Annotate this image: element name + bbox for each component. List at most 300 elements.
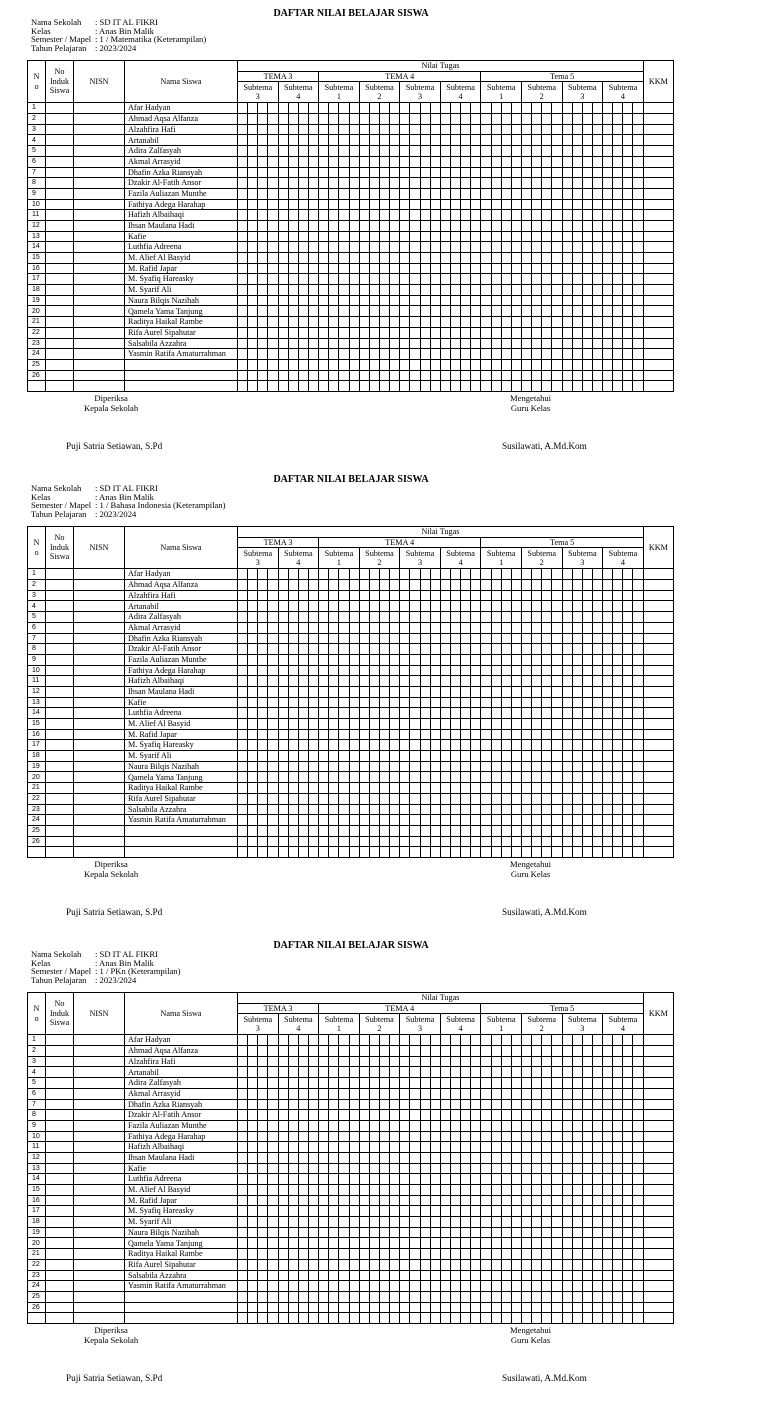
grade-cell[interactable] bbox=[268, 178, 278, 189]
grade-cell[interactable] bbox=[420, 274, 430, 285]
grade-cell[interactable] bbox=[592, 836, 602, 847]
grade-cell[interactable] bbox=[491, 1259, 501, 1270]
grade-cell[interactable] bbox=[369, 1046, 379, 1057]
grade-cell[interactable] bbox=[288, 242, 298, 253]
grade-cell[interactable] bbox=[501, 167, 511, 178]
grade-cell[interactable] bbox=[471, 686, 481, 697]
kkm-cell[interactable] bbox=[643, 188, 673, 199]
grade-cell[interactable] bbox=[521, 146, 531, 157]
grade-cell[interactable] bbox=[278, 263, 288, 274]
grade-cell[interactable] bbox=[613, 580, 623, 591]
grade-cell[interactable] bbox=[298, 359, 308, 370]
grade-cell[interactable] bbox=[349, 622, 359, 633]
grade-cell[interactable] bbox=[298, 644, 308, 655]
grade-cell[interactable] bbox=[440, 612, 450, 623]
grade-cell[interactable] bbox=[511, 1227, 521, 1238]
grade-cell[interactable] bbox=[461, 1046, 471, 1057]
nisn-cell[interactable] bbox=[74, 836, 125, 847]
grade-cell[interactable] bbox=[623, 349, 633, 360]
grade-cell[interactable] bbox=[440, 1131, 450, 1142]
grade-cell[interactable] bbox=[481, 114, 491, 125]
grade-cell[interactable] bbox=[542, 1227, 552, 1238]
grade-cell[interactable] bbox=[319, 370, 329, 381]
grade-cell[interactable] bbox=[582, 815, 592, 826]
grade-cell[interactable] bbox=[552, 590, 562, 601]
grade-cell[interactable] bbox=[542, 1174, 552, 1185]
grade-cell[interactable] bbox=[258, 274, 268, 285]
grade-cell[interactable] bbox=[572, 601, 582, 612]
grade-cell[interactable] bbox=[481, 825, 491, 836]
grade-cell[interactable] bbox=[613, 231, 623, 242]
grade-cell[interactable] bbox=[542, 1078, 552, 1089]
grade-cell[interactable] bbox=[501, 220, 511, 231]
grade-cell[interactable] bbox=[410, 1088, 420, 1099]
grade-cell[interactable] bbox=[501, 231, 511, 242]
grade-cell[interactable] bbox=[349, 1270, 359, 1281]
grade-cell[interactable] bbox=[349, 1206, 359, 1217]
grade-cell[interactable] bbox=[562, 1270, 572, 1281]
grade-cell[interactable] bbox=[298, 1302, 308, 1313]
grade-cell[interactable] bbox=[410, 1078, 420, 1089]
grade-cell[interactable] bbox=[521, 199, 531, 210]
grade-cell[interactable] bbox=[603, 793, 613, 804]
grade-cell[interactable] bbox=[349, 1227, 359, 1238]
grade-cell[interactable] bbox=[592, 644, 602, 655]
grade-cell[interactable] bbox=[511, 263, 521, 274]
grade-cell[interactable] bbox=[420, 1259, 430, 1270]
nisn-cell[interactable] bbox=[74, 772, 125, 783]
grade-cell[interactable] bbox=[572, 1270, 582, 1281]
grade-cell[interactable] bbox=[542, 1259, 552, 1270]
grade-cell[interactable] bbox=[430, 719, 440, 730]
grade-cell[interactable] bbox=[339, 836, 349, 847]
nisn-cell[interactable] bbox=[74, 1206, 125, 1217]
nisn-cell[interactable] bbox=[74, 1302, 125, 1313]
grade-cell[interactable] bbox=[339, 1110, 349, 1121]
grade-cell[interactable] bbox=[572, 1174, 582, 1185]
grade-cell[interactable] bbox=[582, 676, 592, 687]
grade-cell[interactable] bbox=[603, 1152, 613, 1163]
grade-cell[interactable] bbox=[450, 188, 460, 199]
no-induk-cell[interactable] bbox=[46, 580, 74, 591]
grade-cell[interactable] bbox=[481, 167, 491, 178]
grade-cell[interactable] bbox=[390, 295, 400, 306]
grade-cell[interactable] bbox=[633, 740, 643, 751]
grade-cell[interactable] bbox=[379, 317, 389, 328]
grade-cell[interactable] bbox=[349, 135, 359, 146]
grade-cell[interactable] bbox=[420, 124, 430, 135]
nisn-cell[interactable] bbox=[74, 1227, 125, 1238]
grade-cell[interactable] bbox=[603, 135, 613, 146]
grade-cell[interactable] bbox=[471, 1291, 481, 1302]
kkm-cell[interactable] bbox=[643, 761, 673, 772]
nisn-cell[interactable] bbox=[74, 199, 125, 210]
grade-cell[interactable] bbox=[369, 1185, 379, 1196]
grade-cell[interactable] bbox=[420, 199, 430, 210]
grade-cell[interactable] bbox=[319, 1238, 329, 1249]
grade-cell[interactable] bbox=[410, 622, 420, 633]
grade-cell[interactable] bbox=[623, 1152, 633, 1163]
grade-cell[interactable] bbox=[582, 135, 592, 146]
grade-cell[interactable] bbox=[613, 349, 623, 360]
grade-cell[interactable] bbox=[238, 274, 248, 285]
grade-cell[interactable] bbox=[481, 740, 491, 751]
grade-cell[interactable] bbox=[349, 1163, 359, 1174]
grade-cell[interactable] bbox=[298, 178, 308, 189]
grade-cell[interactable] bbox=[491, 146, 501, 157]
grade-cell[interactable] bbox=[532, 1238, 542, 1249]
grade-cell[interactable] bbox=[461, 569, 471, 580]
kkm-cell[interactable] bbox=[643, 654, 673, 665]
grade-cell[interactable] bbox=[308, 622, 318, 633]
grade-cell[interactable] bbox=[613, 210, 623, 221]
grade-cell[interactable] bbox=[552, 1227, 562, 1238]
grade-cell[interactable] bbox=[603, 338, 613, 349]
grade-cell[interactable] bbox=[329, 622, 339, 633]
nisn-cell[interactable] bbox=[74, 242, 125, 253]
grade-cell[interactable] bbox=[329, 633, 339, 644]
no-induk-cell[interactable] bbox=[46, 654, 74, 665]
grade-cell[interactable] bbox=[319, 569, 329, 580]
grade-cell[interactable] bbox=[400, 274, 410, 285]
grade-cell[interactable] bbox=[410, 676, 420, 687]
grade-cell[interactable] bbox=[450, 1259, 460, 1270]
grade-cell[interactable] bbox=[339, 370, 349, 381]
grade-cell[interactable] bbox=[288, 1249, 298, 1260]
grade-cell[interactable] bbox=[258, 654, 268, 665]
grade-cell[interactable] bbox=[329, 327, 339, 338]
grade-cell[interactable] bbox=[238, 783, 248, 794]
no-induk-cell[interactable] bbox=[46, 1067, 74, 1078]
grade-cell[interactable] bbox=[471, 349, 481, 360]
grade-cell[interactable] bbox=[379, 1185, 389, 1196]
grade-cell[interactable] bbox=[369, 761, 379, 772]
no-induk-cell[interactable] bbox=[46, 708, 74, 719]
grade-cell[interactable] bbox=[562, 199, 572, 210]
grade-cell[interactable] bbox=[339, 772, 349, 783]
grade-cell[interactable] bbox=[379, 124, 389, 135]
grade-cell[interactable] bbox=[420, 772, 430, 783]
grade-cell[interactable] bbox=[603, 654, 613, 665]
grade-cell[interactable] bbox=[582, 156, 592, 167]
grade-cell[interactable] bbox=[238, 654, 248, 665]
nisn-cell[interactable] bbox=[74, 676, 125, 687]
grade-cell[interactable] bbox=[603, 1035, 613, 1046]
grade-cell[interactable] bbox=[278, 295, 288, 306]
grade-cell[interactable] bbox=[532, 114, 542, 125]
grade-cell[interactable] bbox=[359, 740, 369, 751]
grade-cell[interactable] bbox=[349, 1046, 359, 1057]
grade-cell[interactable] bbox=[369, 1227, 379, 1238]
grade-cell[interactable] bbox=[511, 1099, 521, 1110]
grade-cell[interactable] bbox=[248, 306, 258, 317]
grade-cell[interactable] bbox=[400, 1110, 410, 1121]
grade-cell[interactable] bbox=[481, 295, 491, 306]
grade-cell[interactable] bbox=[258, 135, 268, 146]
no-induk-cell[interactable] bbox=[46, 124, 74, 135]
grade-cell[interactable] bbox=[379, 601, 389, 612]
grade-cell[interactable] bbox=[491, 370, 501, 381]
grade-cell[interactable] bbox=[430, 370, 440, 381]
grade-cell[interactable] bbox=[603, 1067, 613, 1078]
grade-cell[interactable] bbox=[248, 1078, 258, 1089]
grade-cell[interactable] bbox=[603, 1238, 613, 1249]
grade-cell[interactable] bbox=[410, 370, 420, 381]
grade-cell[interactable] bbox=[268, 135, 278, 146]
grade-cell[interactable] bbox=[440, 1035, 450, 1046]
grade-cell[interactable] bbox=[481, 156, 491, 167]
grade-cell[interactable] bbox=[410, 761, 420, 772]
grade-cell[interactable] bbox=[278, 569, 288, 580]
grade-cell[interactable] bbox=[369, 1142, 379, 1153]
grade-cell[interactable] bbox=[471, 1056, 481, 1067]
grade-cell[interactable] bbox=[623, 804, 633, 815]
grade-cell[interactable] bbox=[623, 815, 633, 826]
grade-cell[interactable] bbox=[420, 761, 430, 772]
grade-cell[interactable] bbox=[461, 719, 471, 730]
grade-cell[interactable] bbox=[298, 1195, 308, 1206]
grade-cell[interactable] bbox=[430, 1259, 440, 1270]
grade-cell[interactable] bbox=[329, 199, 339, 210]
grade-cell[interactable] bbox=[329, 242, 339, 253]
grade-cell[interactable] bbox=[613, 654, 623, 665]
grade-cell[interactable] bbox=[471, 569, 481, 580]
grade-cell[interactable] bbox=[532, 135, 542, 146]
grade-cell[interactable] bbox=[329, 188, 339, 199]
grade-cell[interactable] bbox=[572, 612, 582, 623]
grade-cell[interactable] bbox=[369, 231, 379, 242]
grade-cell[interactable] bbox=[319, 815, 329, 826]
grade-cell[interactable] bbox=[542, 188, 552, 199]
grade-cell[interactable] bbox=[420, 1056, 430, 1067]
grade-cell[interactable] bbox=[542, 114, 552, 125]
grade-cell[interactable] bbox=[511, 783, 521, 794]
grade-cell[interactable] bbox=[623, 612, 633, 623]
grade-cell[interactable] bbox=[430, 761, 440, 772]
grade-cell[interactable] bbox=[248, 285, 258, 296]
grade-cell[interactable] bbox=[248, 1099, 258, 1110]
grade-cell[interactable] bbox=[542, 1088, 552, 1099]
grade-cell[interactable] bbox=[319, 1046, 329, 1057]
grade-cell[interactable] bbox=[542, 317, 552, 328]
grade-cell[interactable] bbox=[521, 1163, 531, 1174]
grade-cell[interactable] bbox=[572, 1088, 582, 1099]
grade-cell[interactable] bbox=[511, 124, 521, 135]
grade-cell[interactable] bbox=[461, 1120, 471, 1131]
grade-cell[interactable] bbox=[562, 836, 572, 847]
grade-cell[interactable] bbox=[572, 729, 582, 740]
grade-cell[interactable] bbox=[461, 1185, 471, 1196]
grade-cell[interactable] bbox=[390, 124, 400, 135]
grade-cell[interactable] bbox=[390, 1046, 400, 1057]
grade-cell[interactable] bbox=[420, 697, 430, 708]
grade-cell[interactable] bbox=[592, 327, 602, 338]
no-induk-cell[interactable] bbox=[46, 338, 74, 349]
grade-cell[interactable] bbox=[400, 1291, 410, 1302]
grade-cell[interactable] bbox=[440, 156, 450, 167]
kkm-cell[interactable] bbox=[643, 135, 673, 146]
grade-cell[interactable] bbox=[633, 210, 643, 221]
grade-cell[interactable] bbox=[238, 1302, 248, 1313]
grade-cell[interactable] bbox=[420, 580, 430, 591]
grade-cell[interactable] bbox=[521, 1270, 531, 1281]
grade-cell[interactable] bbox=[542, 370, 552, 381]
grade-cell[interactable] bbox=[369, 708, 379, 719]
grade-cell[interactable] bbox=[491, 676, 501, 687]
grade-cell[interactable] bbox=[319, 1110, 329, 1121]
grade-cell[interactable] bbox=[440, 1270, 450, 1281]
grade-cell[interactable] bbox=[623, 708, 633, 719]
grade-cell[interactable] bbox=[349, 1131, 359, 1142]
grade-cell[interactable] bbox=[420, 1227, 430, 1238]
grade-cell[interactable] bbox=[379, 783, 389, 794]
grade-cell[interactable] bbox=[268, 1227, 278, 1238]
grade-cell[interactable] bbox=[410, 697, 420, 708]
grade-cell[interactable] bbox=[450, 1088, 460, 1099]
grade-cell[interactable] bbox=[491, 178, 501, 189]
grade-cell[interactable] bbox=[329, 697, 339, 708]
grade-cell[interactable] bbox=[369, 729, 379, 740]
grade-cell[interactable] bbox=[278, 654, 288, 665]
grade-cell[interactable] bbox=[450, 1152, 460, 1163]
grade-cell[interactable] bbox=[450, 1163, 460, 1174]
grade-cell[interactable] bbox=[390, 231, 400, 242]
grade-cell[interactable] bbox=[298, 199, 308, 210]
grade-cell[interactable] bbox=[369, 135, 379, 146]
no-induk-cell[interactable] bbox=[46, 836, 74, 847]
kkm-cell[interactable] bbox=[643, 590, 673, 601]
grade-cell[interactable] bbox=[582, 167, 592, 178]
grade-cell[interactable] bbox=[582, 114, 592, 125]
grade-cell[interactable] bbox=[450, 772, 460, 783]
grade-cell[interactable] bbox=[532, 1152, 542, 1163]
grade-cell[interactable] bbox=[552, 569, 562, 580]
grade-cell[interactable] bbox=[582, 1270, 592, 1281]
grade-cell[interactable] bbox=[501, 135, 511, 146]
grade-cell[interactable] bbox=[471, 359, 481, 370]
grade-cell[interactable] bbox=[511, 1067, 521, 1078]
grade-cell[interactable] bbox=[390, 370, 400, 381]
grade-cell[interactable] bbox=[603, 1206, 613, 1217]
grade-cell[interactable] bbox=[258, 253, 268, 264]
grade-cell[interactable] bbox=[491, 1227, 501, 1238]
grade-cell[interactable] bbox=[379, 178, 389, 189]
grade-cell[interactable] bbox=[349, 178, 359, 189]
grade-cell[interactable] bbox=[603, 1249, 613, 1260]
grade-cell[interactable] bbox=[288, 633, 298, 644]
grade-cell[interactable] bbox=[308, 1217, 318, 1228]
grade-cell[interactable] bbox=[633, 1120, 643, 1131]
grade-cell[interactable] bbox=[603, 349, 613, 360]
kkm-cell[interactable] bbox=[643, 665, 673, 676]
grade-cell[interactable] bbox=[329, 156, 339, 167]
grade-cell[interactable] bbox=[501, 665, 511, 676]
grade-cell[interactable] bbox=[298, 793, 308, 804]
grade-cell[interactable] bbox=[623, 580, 633, 591]
grade-cell[interactable] bbox=[319, 783, 329, 794]
grade-cell[interactable] bbox=[410, 1163, 420, 1174]
grade-cell[interactable] bbox=[623, 220, 633, 231]
grade-cell[interactable] bbox=[450, 1099, 460, 1110]
grade-cell[interactable] bbox=[248, 825, 258, 836]
grade-cell[interactable] bbox=[603, 633, 613, 644]
grade-cell[interactable] bbox=[349, 124, 359, 135]
grade-cell[interactable] bbox=[359, 1099, 369, 1110]
grade-cell[interactable] bbox=[319, 146, 329, 157]
grade-cell[interactable] bbox=[298, 1270, 308, 1281]
nisn-cell[interactable] bbox=[74, 697, 125, 708]
grade-cell[interactable] bbox=[308, 220, 318, 231]
grade-cell[interactable] bbox=[339, 253, 349, 264]
grade-cell[interactable] bbox=[359, 327, 369, 338]
grade-cell[interactable] bbox=[633, 370, 643, 381]
grade-cell[interactable] bbox=[572, 242, 582, 253]
grade-cell[interactable] bbox=[329, 1088, 339, 1099]
nisn-cell[interactable] bbox=[74, 825, 125, 836]
kkm-cell[interactable] bbox=[643, 729, 673, 740]
kkm-cell[interactable] bbox=[643, 1206, 673, 1217]
grade-cell[interactable] bbox=[359, 1131, 369, 1142]
grade-cell[interactable] bbox=[491, 1217, 501, 1228]
grade-cell[interactable] bbox=[532, 580, 542, 591]
grade-cell[interactable] bbox=[359, 199, 369, 210]
grade-cell[interactable] bbox=[430, 686, 440, 697]
grade-cell[interactable] bbox=[511, 167, 521, 178]
grade-cell[interactable] bbox=[633, 295, 643, 306]
grade-cell[interactable] bbox=[440, 210, 450, 221]
grade-cell[interactable] bbox=[238, 580, 248, 591]
grade-cell[interactable] bbox=[613, 697, 623, 708]
grade-cell[interactable] bbox=[613, 708, 623, 719]
nisn-cell[interactable] bbox=[74, 124, 125, 135]
grade-cell[interactable] bbox=[501, 1142, 511, 1153]
grade-cell[interactable] bbox=[461, 676, 471, 687]
grade-cell[interactable] bbox=[430, 622, 440, 633]
grade-cell[interactable] bbox=[420, 622, 430, 633]
grade-cell[interactable] bbox=[572, 761, 582, 772]
grade-cell[interactable] bbox=[400, 825, 410, 836]
grade-cell[interactable] bbox=[319, 772, 329, 783]
grade-cell[interactable] bbox=[258, 242, 268, 253]
grade-cell[interactable] bbox=[430, 825, 440, 836]
grade-cell[interactable] bbox=[390, 1099, 400, 1110]
no-induk-cell[interactable] bbox=[46, 178, 74, 189]
grade-cell[interactable] bbox=[521, 1238, 531, 1249]
grade-cell[interactable] bbox=[491, 633, 501, 644]
grade-cell[interactable] bbox=[349, 665, 359, 676]
grade-cell[interactable] bbox=[248, 633, 258, 644]
grade-cell[interactable] bbox=[258, 815, 268, 826]
grade-cell[interactable] bbox=[400, 242, 410, 253]
grade-cell[interactable] bbox=[592, 761, 602, 772]
no-induk-cell[interactable] bbox=[46, 676, 74, 687]
grade-cell[interactable] bbox=[461, 210, 471, 221]
grade-cell[interactable] bbox=[390, 188, 400, 199]
grade-cell[interactable] bbox=[613, 1142, 623, 1153]
grade-cell[interactable] bbox=[420, 370, 430, 381]
grade-cell[interactable] bbox=[410, 1259, 420, 1270]
grade-cell[interactable] bbox=[532, 751, 542, 762]
grade-cell[interactable] bbox=[603, 1259, 613, 1270]
grade-cell[interactable] bbox=[562, 1056, 572, 1067]
grade-cell[interactable] bbox=[329, 1131, 339, 1142]
grade-cell[interactable] bbox=[471, 188, 481, 199]
grade-cell[interactable] bbox=[633, 612, 643, 623]
grade-cell[interactable] bbox=[440, 1206, 450, 1217]
grade-cell[interactable] bbox=[450, 306, 460, 317]
grade-cell[interactable] bbox=[542, 729, 552, 740]
grade-cell[interactable] bbox=[430, 274, 440, 285]
